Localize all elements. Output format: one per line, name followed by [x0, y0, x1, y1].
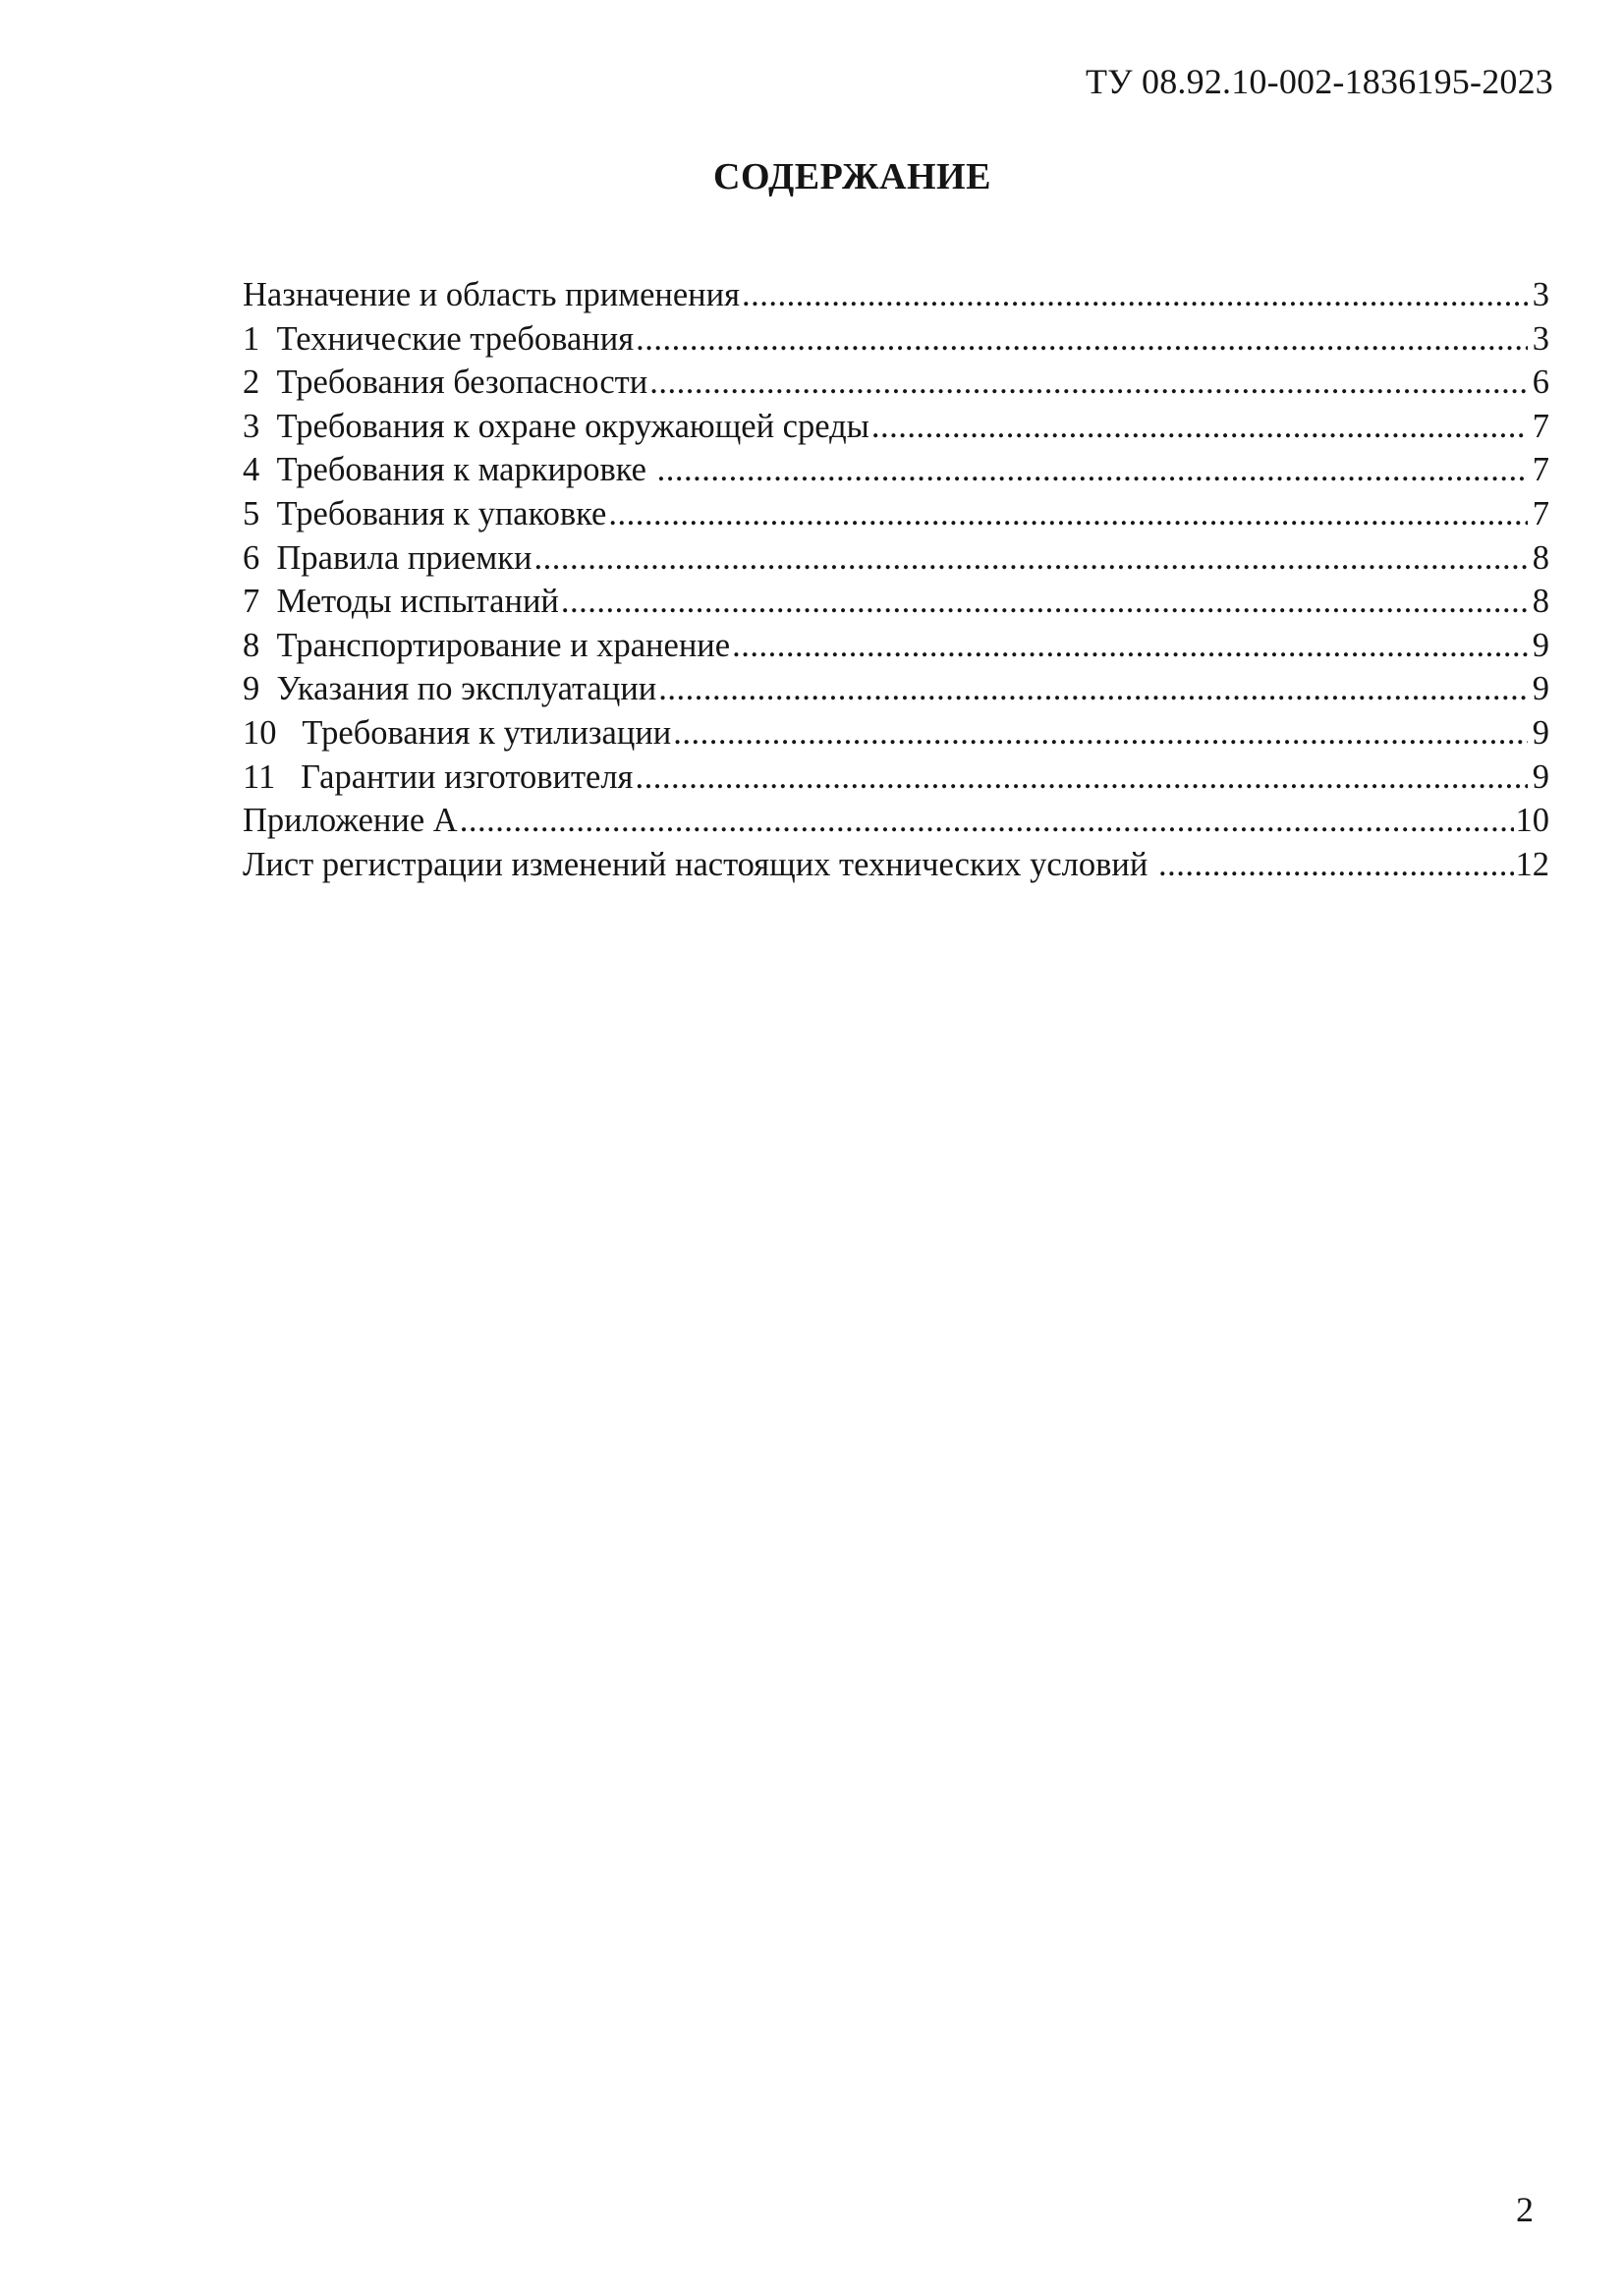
toc-entry [243, 711, 1549, 756]
toc-leader-dots [608, 492, 1528, 536]
toc-entry-title: 4 Требования к маркировке [243, 451, 655, 489]
toc-leader-dots [533, 536, 1528, 581]
toc-entry [243, 799, 1549, 843]
toc-entry-title: 5 Требования к упаковке [243, 494, 607, 532]
toc-entry-title: 6 Правила приемки [243, 538, 532, 577]
toc-entry-title: Назначение и область применения [243, 276, 740, 313]
toc-entry [243, 756, 1549, 800]
toc-entry-title: 8 Транспортирование и хранение [243, 626, 731, 664]
toc-entry-title: Лист регистрации изменений настоящих технических условий [243, 845, 1156, 883]
toc-entry-page: 7 [1532, 407, 1549, 445]
toc-entry [243, 536, 1549, 581]
toc-leader-dots [673, 711, 1528, 756]
toc-leader-dots [742, 273, 1528, 317]
toc-entry-title: 9 Указания по эксплуатации [243, 670, 657, 708]
toc-entry [243, 273, 1549, 317]
toc-leader-dots [649, 361, 1528, 405]
toc-entry [243, 448, 1549, 492]
toc-entry-title: 3 Требования к охране окружающей среды [243, 407, 869, 445]
toc-leader-dots [657, 448, 1528, 492]
toc-entry-page: 9 [1532, 626, 1549, 664]
toc-leader-dots [732, 624, 1528, 668]
toc-entry-title: 2 Требования безопасности [243, 364, 648, 402]
toc-entry-title: 11 Гарантии изготовителя [243, 757, 634, 796]
toc-entry-page: 8 [1532, 583, 1549, 621]
toc-entry-page: 6 [1532, 364, 1549, 402]
toc-leader-dots [561, 580, 1528, 624]
toc-entry-page: 8 [1532, 538, 1549, 577]
toc-entry-title: Приложение А [243, 802, 458, 840]
toc-entry [243, 624, 1549, 668]
toc-entry-title: 7 Методы испытаний [243, 583, 559, 621]
toc-entry-page: 9 [1532, 670, 1549, 708]
toc-entry [243, 667, 1549, 711]
toc-leader-dots [871, 405, 1528, 449]
toc-title: СОДЕРЖАНИЕ [713, 156, 991, 197]
toc-entry-page: 9 [1532, 757, 1549, 796]
toc-entry [243, 843, 1549, 887]
toc-leader-dots [460, 799, 1514, 843]
toc-entry-page: 7 [1532, 494, 1549, 532]
toc-leader-dots [1158, 843, 1514, 887]
toc-entry-page: 3 [1532, 319, 1549, 358]
toc-leader-dots [658, 667, 1528, 711]
toc-entry [243, 492, 1549, 536]
table-of-contents [243, 273, 1549, 886]
toc-leader-dots [636, 317, 1528, 362]
toc-entry [243, 361, 1549, 405]
page-number: 2 [1516, 2190, 1534, 2229]
document-code: ТУ 08.92.10-002-1836195-2023 [1085, 62, 1553, 101]
toc-entry [243, 580, 1549, 624]
toc-entry-title: 10 Требования к утилизации [243, 713, 672, 752]
toc-entry-page: 3 [1532, 276, 1549, 313]
toc-entry [243, 405, 1549, 449]
toc-leader-dots [635, 756, 1528, 800]
toc-entry-page: 12 [1515, 845, 1549, 883]
toc-entry-page: 7 [1532, 451, 1549, 489]
toc-entry-page: 9 [1532, 713, 1549, 752]
toc-entry [243, 317, 1549, 362]
toc-entry-page: 10 [1515, 802, 1549, 840]
toc-entry-title: 1 Технические требования [243, 319, 635, 358]
